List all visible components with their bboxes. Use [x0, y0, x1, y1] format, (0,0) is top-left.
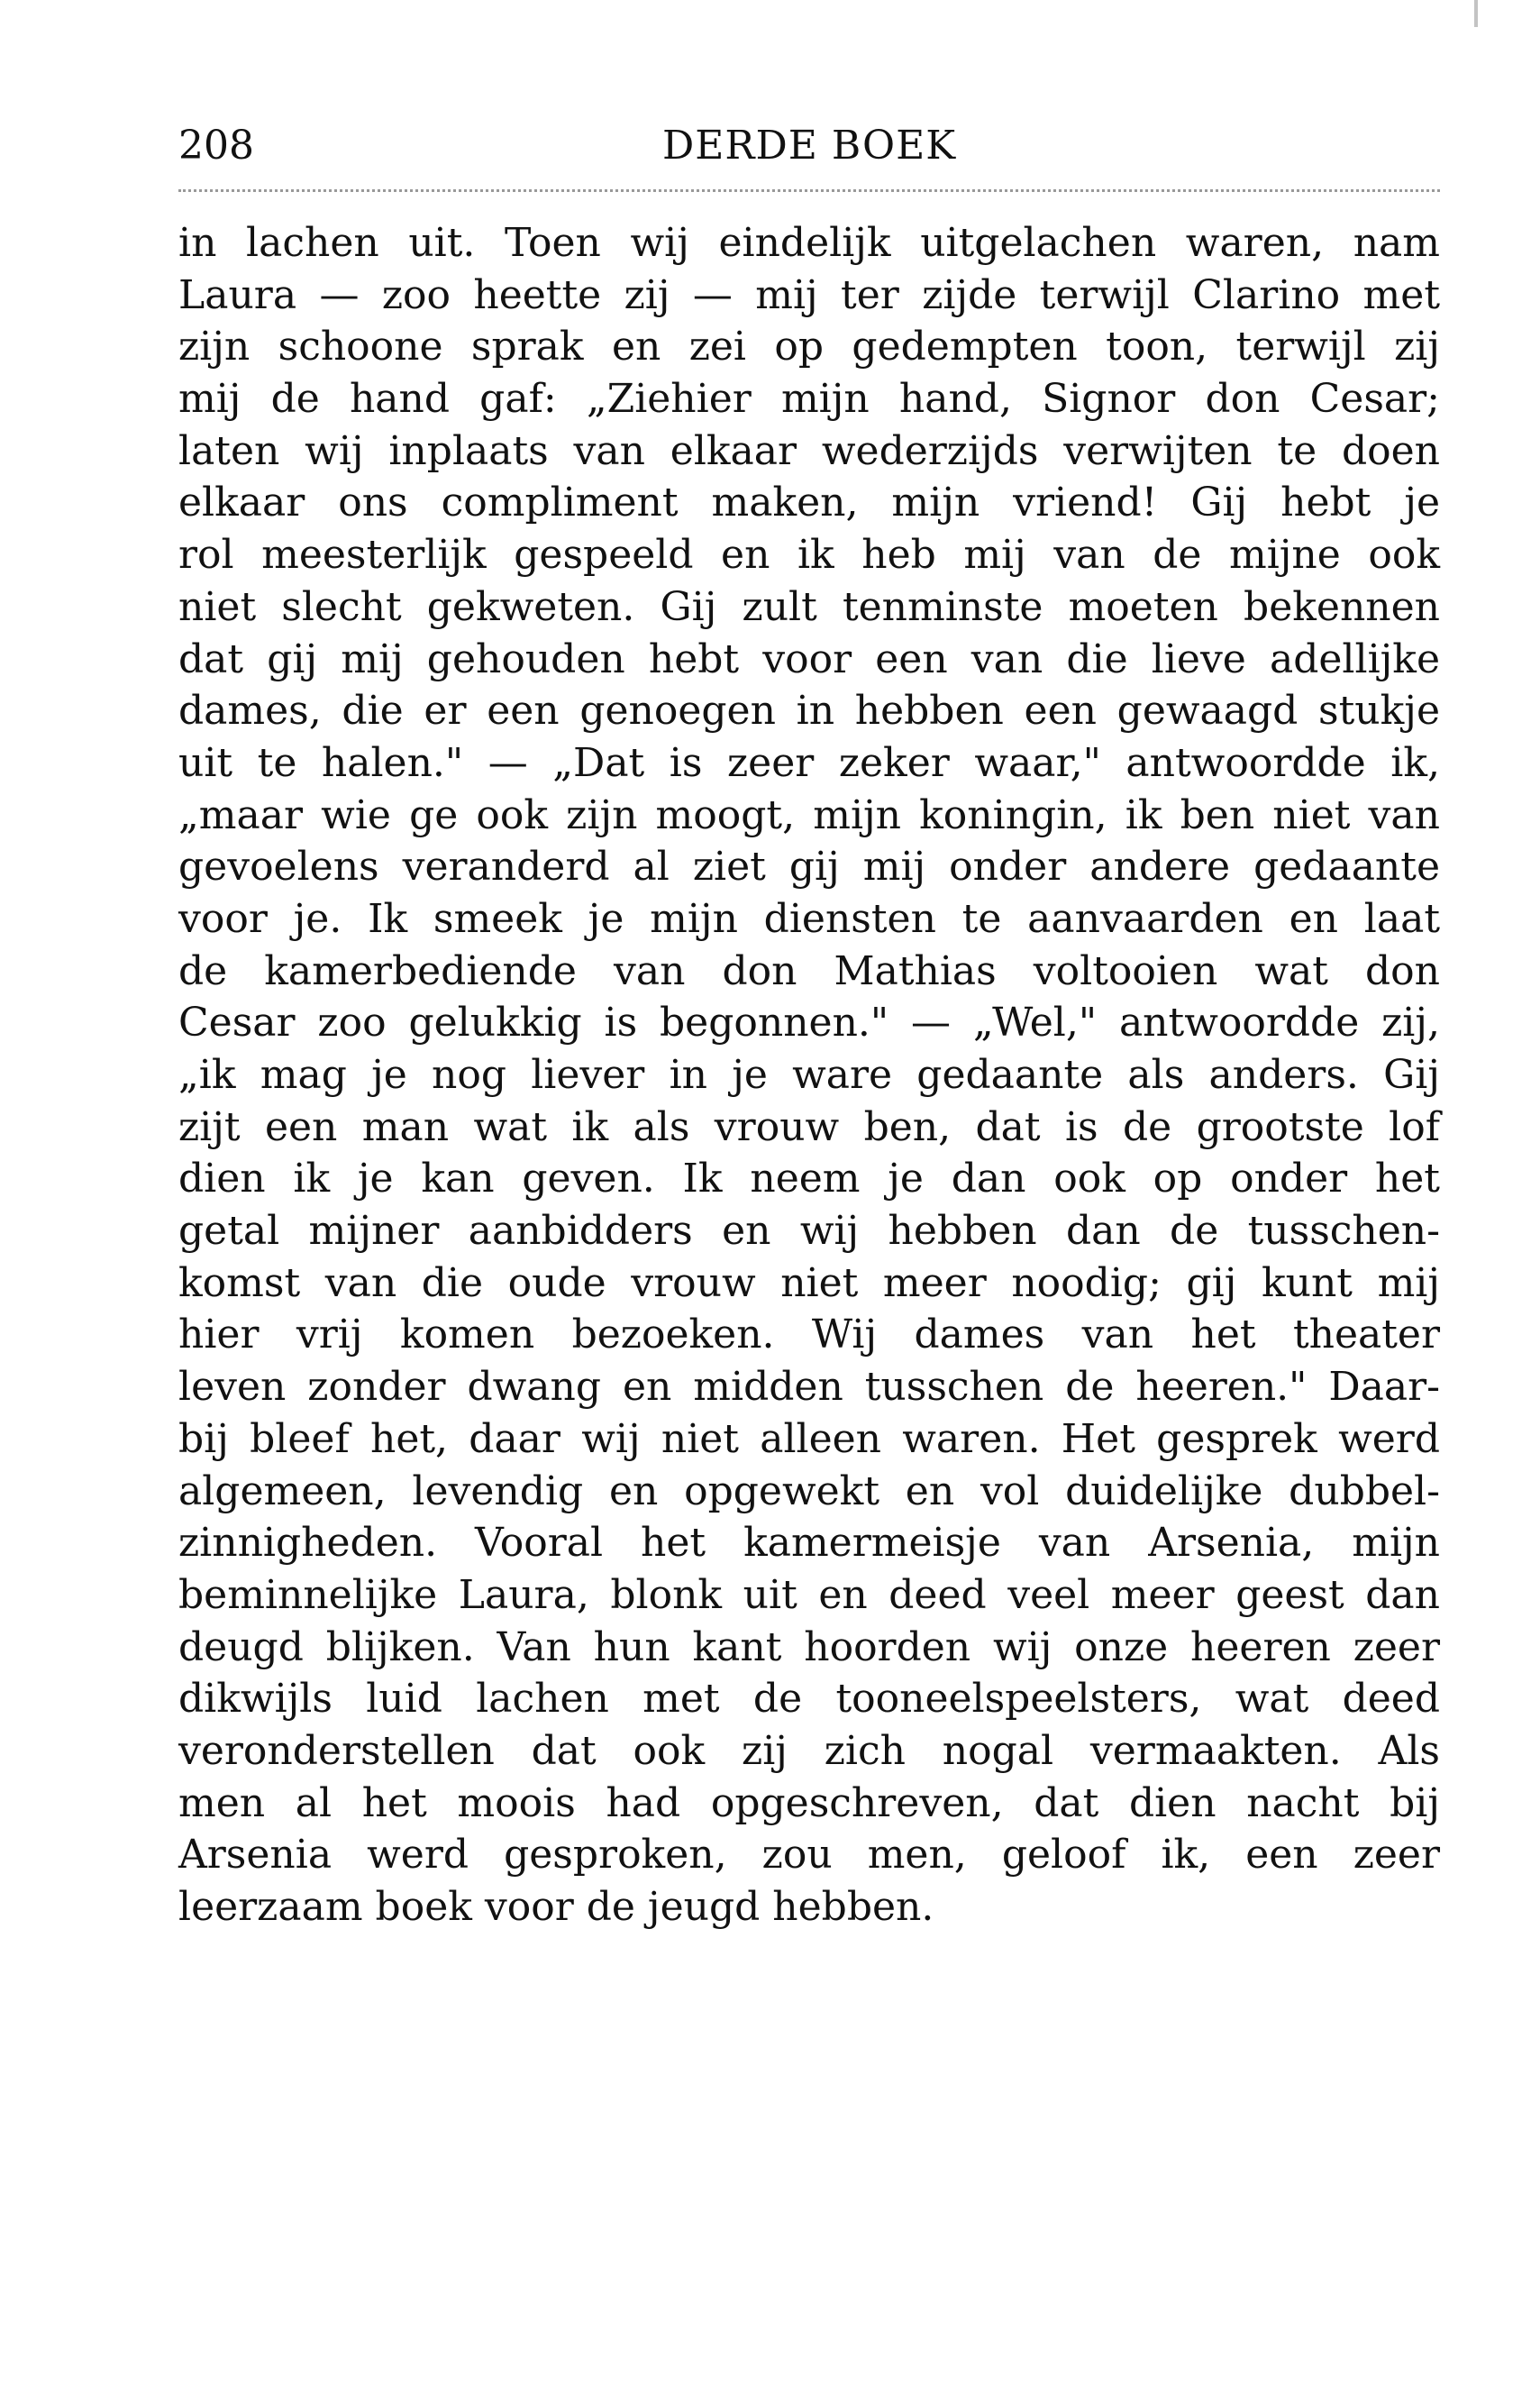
- text-line: rol meesterlijk gespeeld en ik heb mij van de mijne ook: [178, 532, 1440, 579]
- text-line: in lachen uit. Toen wij eindelijk uitgelachen waren, nam: [178, 220, 1440, 266]
- text-line: uit te halen." — „Dat is zeer zeker waar," antwoordde ik,: [178, 739, 1440, 786]
- page-number: 208: [178, 123, 254, 169]
- running-head: DERDE BOEK: [661, 123, 957, 169]
- text-line: gevoelens veranderd al ziet gij mij onder andere gedaante: [178, 844, 1440, 891]
- text-line: veronderstellen dat ook zij zich nogal vermaakten. Als: [178, 1727, 1440, 1774]
- text-line: zijn schoone sprak en zei op gedempten toon, terwijl zij: [178, 324, 1440, 370]
- text-line: de kamerbediende van don Mathias voltooien wat don: [178, 947, 1440, 994]
- text-line: Arsenia werd gesproken, zou men, geloof ik, een zeer: [178, 1832, 1440, 1879]
- header-rule: [178, 189, 1440, 192]
- text-line: men al het moois had opgeschreven, dat dien nacht bij: [178, 1779, 1440, 1826]
- text-line: mij de hand gaf: „Ziehier mijn hand, Signor don Cesar;: [178, 376, 1440, 423]
- text-line: dien ik je kan geven. Ik neem je dan ook op onder het: [178, 1156, 1440, 1202]
- text-line: „maar wie ge ook zijn moogt, mijn koningin, ik ben niet van: [178, 791, 1440, 838]
- text-line: beminnelijke Laura, blonk uit en deed veel meer geest dan: [178, 1571, 1440, 1618]
- text-line: dames, die er een genoegen in hebben een gewaagd stukje: [178, 688, 1440, 735]
- text-line: dat gij mij gehouden hebt voor een van die lieve adellijke: [178, 635, 1440, 682]
- text-line: deugd blijken. Van hun kant hoorden wij onze heeren zeer: [178, 1623, 1440, 1670]
- text-line: dikwijls luid lachen met de tooneelspeelsters, wat deed: [178, 1676, 1440, 1723]
- text-line: Cesar zoo gelukkig is begonnen." — „Wel," antwoordde zij,: [178, 1000, 1440, 1047]
- text-line: laten wij inplaats van elkaar wederzijds verwijten te doen: [178, 427, 1440, 474]
- text-line: getal mijner aanbidders en wij hebben dan de tusschen-: [178, 1208, 1440, 1255]
- page-header: [178, 119, 1440, 173]
- text-line: bij bleef het, daar wij niet alleen waren. Het gesprek werd: [178, 1415, 1440, 1462]
- text-line: leerzaam boek voor de jeugd hebben.: [178, 1884, 934, 1930]
- text-line: algemeen, levendig en opgewekt en vol duidelijke dubbel-: [178, 1467, 1440, 1514]
- body-text: [178, 217, 1440, 1933]
- text-line: komst van die oude vrouw niet meer noodig; gij kunt mij: [178, 1259, 1440, 1306]
- text-line: elkaar ons compliment maken, mijn vriend! Gij hebt je: [178, 480, 1440, 526]
- text-line: „ik mag je nog liever in je ware gedaante als anders. Gij: [178, 1052, 1440, 1098]
- scan-mark: [1474, 0, 1478, 27]
- text-line: Laura — zoo heette zij — mij ter zijde terwijl Clarino met: [178, 271, 1440, 318]
- text-line: voor je. Ik smeek je mijn diensten te aanvaarden en laat: [178, 895, 1440, 942]
- text-line: zijt een man wat ik als vrouw ben, dat is de grootste lof: [178, 1103, 1440, 1150]
- text-line: leven zonder dwang en midden tusschen de heeren." Daar-: [178, 1364, 1440, 1411]
- text-line: hier vrij komen bezoeken. Wij dames van het theater: [178, 1312, 1440, 1358]
- text-line: zinnigheden. Vooral het kamermeisje van Arsenia, mijn: [178, 1520, 1440, 1567]
- text-line: niet slecht gekweten. Gij zult tenminste moeten bekennen: [178, 583, 1440, 630]
